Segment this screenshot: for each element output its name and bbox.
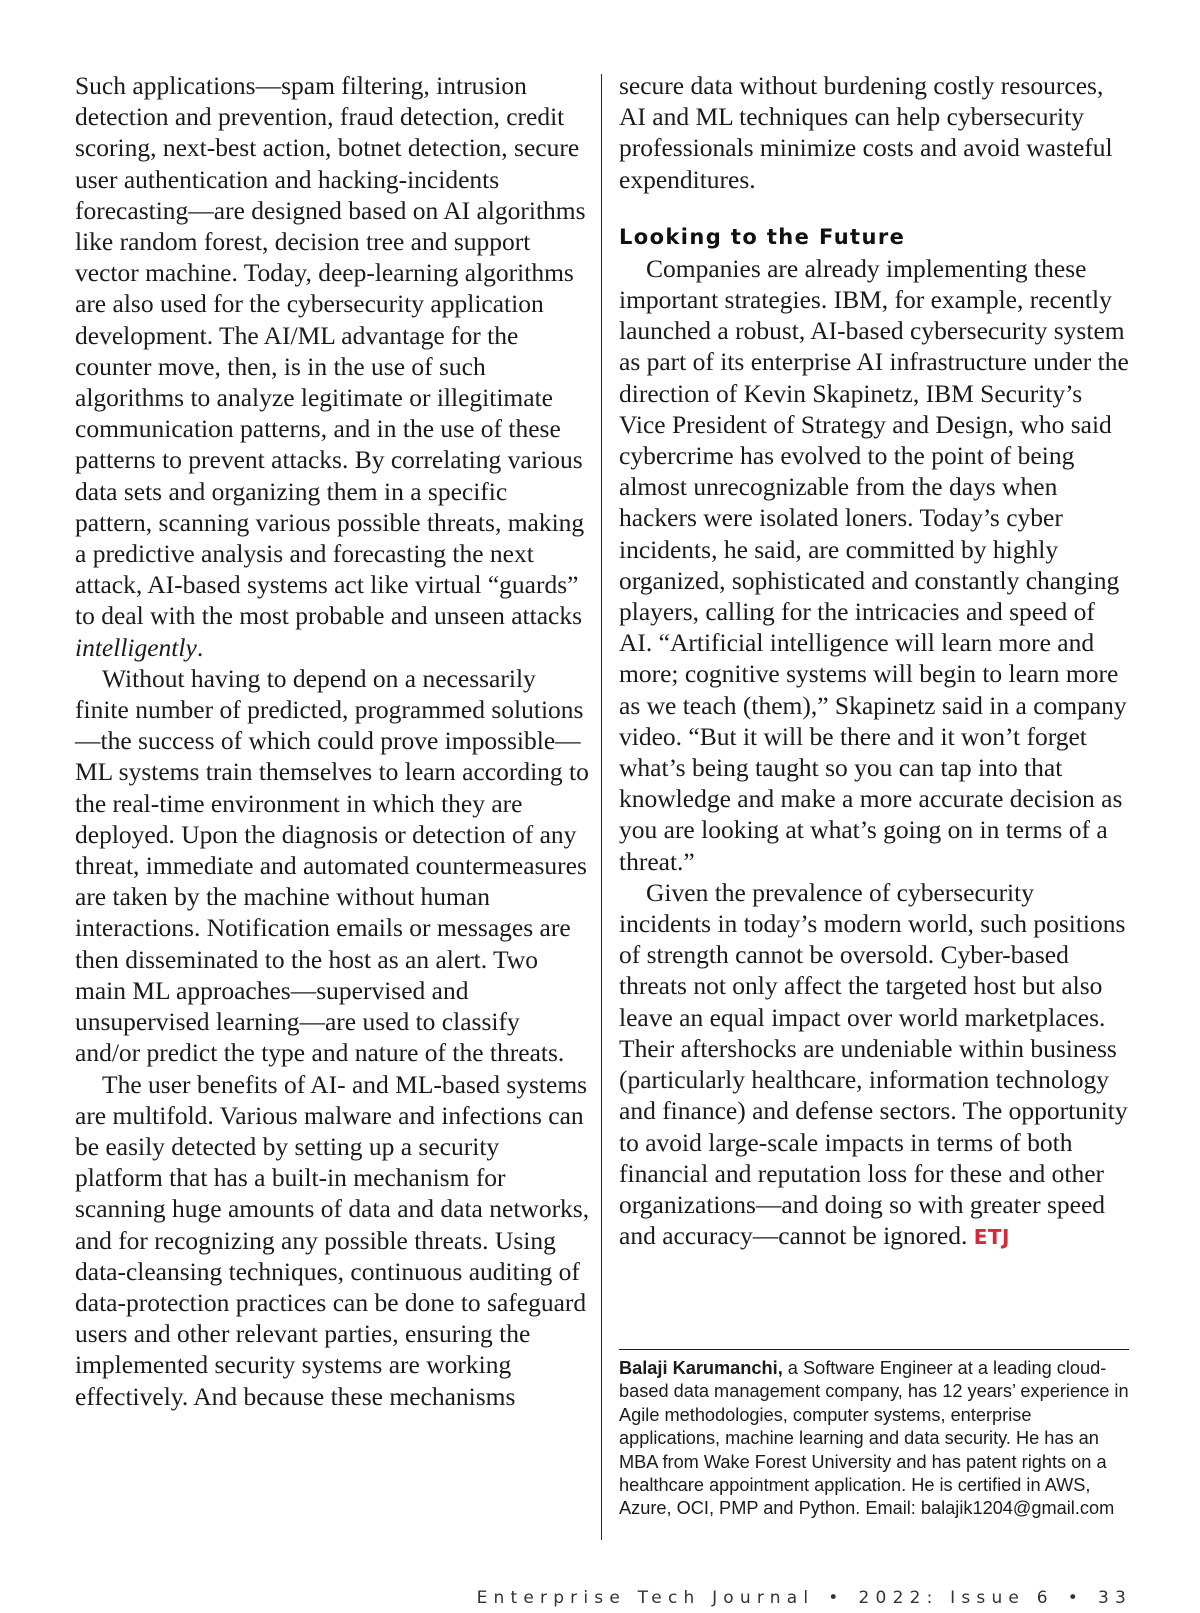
paragraph-text: Given the prevalence of cybersecurity incidents in today’s modern world, such positions of strength cannot be oversold. Cyber-based threats not only affect the targeted host but also leave an equal impact over world marketplaces. Their aftershocks are undeniable within business (particularly healthcare, information technology and finance) and defense sectors. The opportunity to avoid large-scale impacts in terms of both financial and reputation loss for these and other organizations—and doing so with greater speed and accuracy—cannot be ignored. bbox=[619, 877, 1128, 1251]
paragraph-end: . bbox=[196, 632, 204, 662]
end-mark-logo: ETJ bbox=[973, 1225, 1010, 1250]
publication-name: Enterprise Tech Journal bbox=[476, 1588, 815, 1608]
page-footer bbox=[477, 1588, 1132, 1608]
page-number: 33 bbox=[1097, 1588, 1132, 1608]
author-bio-text: a Software Engineer at a leading cloud-based data management company, has 12 years’ experience in Agile methodologies, computer systems, enterprise applications, machine learning and data security. He has an MBA from Wake Forest University and has patent rights on a healthcare appointment application. He is certified in AWS, Azure, OCI, PMP and Python. Email: balajik1204@gmail.com bbox=[619, 1358, 1129, 1519]
issue-label: 2022: Issue 6 bbox=[858, 1588, 1054, 1608]
body-paragraph: The user benefits of AI- and ML-based systems are multifold. Various malware and infections can be easily detected by setting up a security platform that has a built-in mechanism for scanning huge amounts of data and data networks, and for recognizing any possible threats. Using data-cleansing techniques, continuous auditing of data-protection practices can be done to safeguard users and other relevant parties, ensuring the implemented security systems are working effectively. And because these mechanisms bbox=[75, 1069, 590, 1411]
body-paragraph bbox=[619, 877, 1129, 1253]
body-paragraph bbox=[75, 70, 590, 663]
separator-dot: • bbox=[1067, 1588, 1084, 1608]
section-heading: Looking to the Future bbox=[619, 224, 906, 249]
right-column bbox=[619, 70, 1129, 1253]
italic-emphasis: intelligently bbox=[75, 632, 197, 662]
left-column bbox=[75, 70, 590, 1412]
body-paragraph: Companies are already implementing these important strategies. IBM, for example, recently launched a robust, AI-based cybersecurity system as part of its enterprise AI infrastructure under the direction of Kevin Skapinetz, IBM Security’s Vice President of Strategy and Design, who said cybercrime has evolved to the point of being almost unrecognizable from the days when hackers were isolated loners. Today’s cyber incidents, he said, are committed by highly organized, sophisticated and constantly changing players, calling for the intricacies and speed of AI. “Artificial intelligence will learn more and more; cognitive systems will begin to learn more as we teach (them),” Skapinetz said in a company video. “But it will be there and it won’t forget what’s being taught so you can tap into that knowledge and make a more accurate decision as you are looking at what’s going on in terms of a threat.” bbox=[619, 253, 1129, 876]
separator-dot: • bbox=[828, 1588, 845, 1608]
paragraph-text: Such applications—spam filtering, intrusion detection and prevention, fraud detection, credit scoring, next-best action, botnet detection, secure user authentication and hacking-incidents forecasting—are designed based on AI algorithms like random forest, decision tree and support vector machine. Today, deep-learning algorithms are also used for the cybersecurity application development. The AI/ML advantage for the counter move, then, is in the use of such algorithms to analyze legitimate or illegitimate communication patterns, and in the use of these patterns to prevent attacks. By correlating various data sets and organizing them in a specific pattern, scanning various possible threats, making a predictive analysis and forecasting the next attack, AI-based systems act like virtual “guards” to deal with the most probable and unseen attacks bbox=[75, 71, 586, 631]
bio-divider bbox=[619, 1349, 1129, 1350]
body-paragraph: secure data without burdening costly resources, AI and ML techniques can help cybersecurity professionals minimize costs and avoid wasteful expenditures. bbox=[619, 71, 1113, 194]
column-divider bbox=[601, 74, 602, 1540]
author-name: Balaji Karumanchi, bbox=[619, 1358, 783, 1378]
body-paragraph: Without having to depend on a necessarily finite number of predicted, programmed solutions—the success of which could prove impossible—ML systems train themselves to learn according to the real-time environment in which they are deployed. Upon the diagnosis or detection of any threat, immediate and automated countermeasures are taken by the machine without human interactions. Notification emails or messages are then disseminated to the host as an alert. Two main ML approaches—supervised and unsupervised learning—are used to classify and/or predict the type and nature of the threats. bbox=[75, 663, 589, 1068]
author-bio bbox=[619, 1357, 1131, 1521]
